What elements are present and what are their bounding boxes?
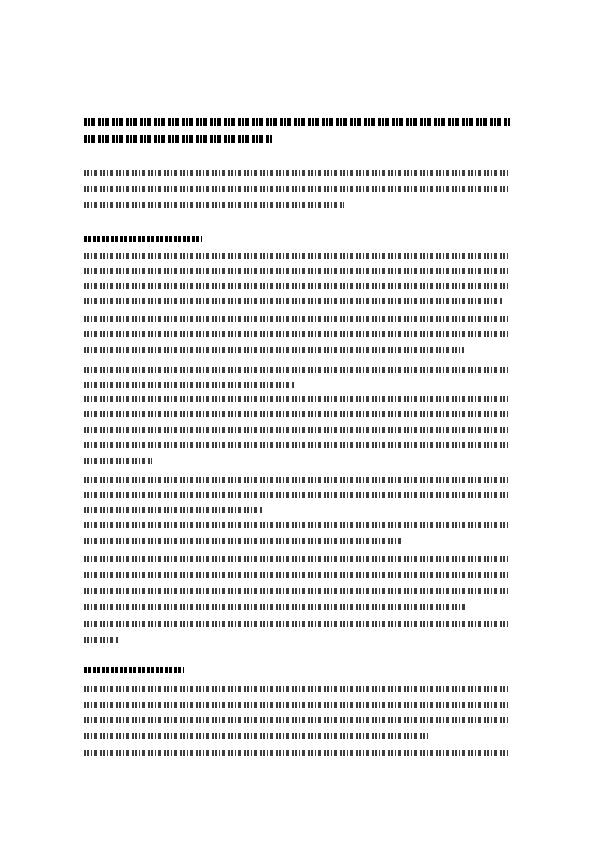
paragraph-line xyxy=(84,331,510,337)
paragraph-line xyxy=(84,556,510,562)
paragraph-line xyxy=(84,283,510,289)
paragraph-line xyxy=(84,522,510,528)
document-title-line-2 xyxy=(84,135,272,143)
intro-line xyxy=(84,202,344,208)
paragraph-line xyxy=(84,637,118,643)
paragraph-line xyxy=(84,477,510,483)
paragraph-line xyxy=(84,268,510,274)
paragraph-line xyxy=(84,604,468,610)
paragraph-line xyxy=(84,458,152,464)
paragraph-line xyxy=(84,427,510,433)
document-title-line-1 xyxy=(84,118,510,126)
paragraph-line xyxy=(84,686,510,692)
section-heading xyxy=(84,667,184,673)
paragraph-line xyxy=(84,442,510,448)
paragraph-line xyxy=(84,347,464,353)
paragraph-line xyxy=(84,367,510,373)
paragraph-line xyxy=(84,492,510,498)
paragraph-line xyxy=(84,507,262,513)
paragraph-line xyxy=(84,733,430,739)
paragraph-line xyxy=(84,253,510,259)
paragraph-line xyxy=(84,702,510,708)
paragraph-line xyxy=(84,382,294,388)
paragraph-line xyxy=(84,717,510,723)
paragraph-line xyxy=(84,588,510,594)
paragraph-line xyxy=(84,538,402,544)
paragraph-line xyxy=(84,621,510,627)
paragraph-line xyxy=(84,750,510,756)
paragraph-line xyxy=(84,298,502,304)
paragraph-line xyxy=(84,572,510,578)
section-heading xyxy=(84,236,202,242)
paragraph-line xyxy=(84,396,510,402)
intro-line xyxy=(84,170,510,176)
paragraph-line xyxy=(84,316,510,322)
paragraph-line xyxy=(84,411,510,417)
intro-line xyxy=(84,186,510,192)
